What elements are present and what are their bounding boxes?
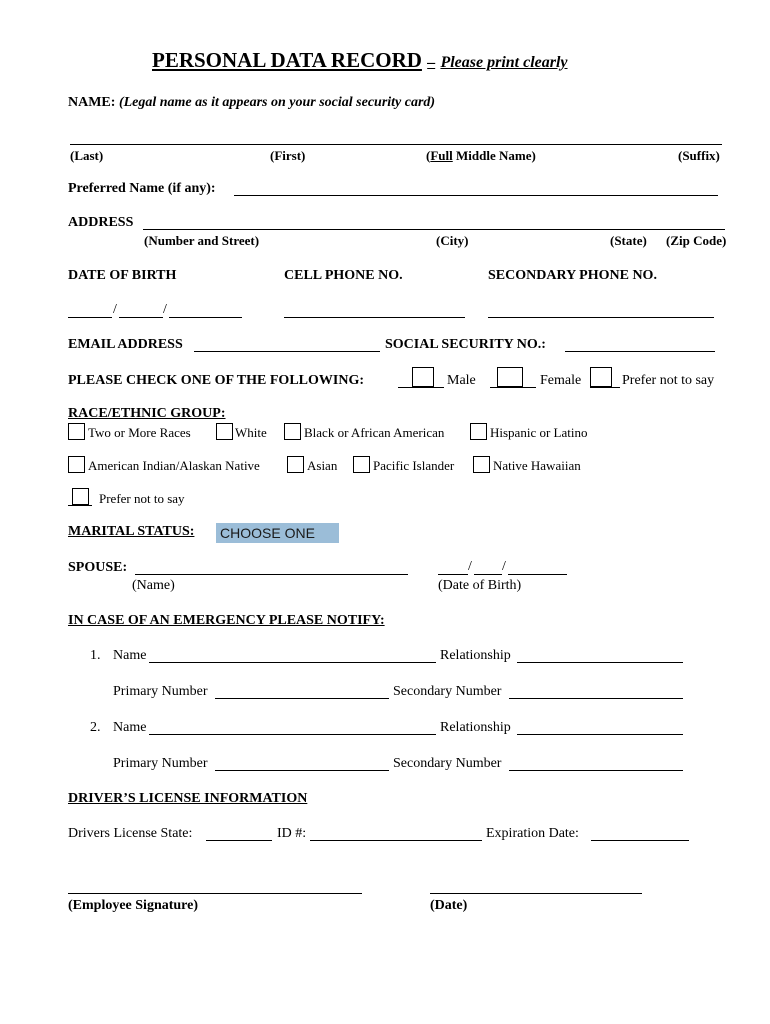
two-or-more-label: Two or More Races	[88, 425, 191, 440]
name-input-line[interactable]	[70, 144, 722, 145]
american-indian-checkbox[interactable]	[68, 456, 85, 473]
contact-2-name-label: Name	[113, 720, 147, 735]
title-dash: –	[427, 54, 436, 71]
secondary-phone-label: SECONDARY PHONE NO.	[488, 268, 657, 283]
male-option-label: Male	[447, 373, 476, 388]
contact-1-name-label: Name	[113, 648, 147, 663]
race-prefer-label: Prefer not to say	[99, 491, 185, 506]
preferred-name-input-line[interactable]	[234, 195, 718, 196]
suffix-caption: (Suffix)	[678, 148, 720, 163]
contact-1-secondary-line[interactable]	[509, 698, 683, 699]
asian-checkbox[interactable]	[287, 456, 304, 473]
license-expiration-line[interactable]	[591, 840, 689, 841]
contact-1-secondary-label: Secondary Number	[393, 684, 502, 699]
preferred-name-label: Preferred Name (if any):	[68, 181, 216, 196]
middle-rest: Middle Name)	[452, 148, 536, 163]
pacific-checkbox[interactable]	[353, 456, 370, 473]
name-heading	[68, 95, 435, 111]
email-input-line[interactable]	[194, 351, 380, 352]
dob-year-line[interactable]	[169, 317, 242, 318]
title-subtitle: Please print clearly	[440, 54, 568, 71]
cell-phone-input-line[interactable]	[284, 317, 465, 318]
title-main: PERSONAL DATA RECORD	[152, 48, 422, 72]
contact-1-number: 1.	[90, 648, 101, 663]
american-indian-label: American Indian/Alaskan Native	[88, 458, 260, 473]
dob-slash-1: /	[113, 302, 117, 317]
white-checkbox[interactable]	[216, 423, 233, 440]
last-name-caption: (Last)	[70, 148, 104, 163]
female-checkbox[interactable]	[497, 367, 523, 387]
spouse-name-line[interactable]	[135, 574, 408, 575]
hawaiian-label: Native Hawaiian	[493, 458, 581, 473]
hispanic-checkbox[interactable]	[470, 423, 487, 440]
contact-2-relationship-line[interactable]	[517, 734, 683, 735]
race-prefer-underline	[68, 505, 92, 506]
middle-full-word: Full	[430, 148, 453, 163]
contact-1-name-line[interactable]	[149, 662, 436, 663]
asian-label: Asian	[307, 458, 338, 473]
black-label: Black or African American	[304, 425, 445, 440]
signature-line[interactable]	[68, 893, 362, 894]
license-state-label: Drivers License State:	[68, 826, 193, 841]
contact-2-relationship-label: Relationship	[440, 720, 511, 735]
hawaiian-checkbox[interactable]	[473, 456, 490, 473]
license-id-label: ID #:	[277, 826, 307, 841]
dob-label: DATE OF BIRTH	[68, 268, 177, 283]
first-name-caption: (First)	[270, 148, 306, 163]
spouse-dob-day-line[interactable]	[474, 574, 502, 575]
spouse-dob-caption: (Date of Birth)	[438, 578, 522, 593]
gender-prefer-label: Prefer not to say	[622, 373, 715, 388]
name-label: NAME:	[68, 95, 116, 110]
contact-1-relationship-label: Relationship	[440, 648, 511, 663]
name-note: (Legal name as it appears on your social security card)	[118, 95, 436, 110]
city-caption: (City)	[436, 233, 469, 248]
contact-1-relationship-line[interactable]	[517, 662, 683, 663]
white-label: White	[235, 425, 267, 440]
contact-2-name-line[interactable]	[149, 734, 436, 735]
street-caption: (Number and Street)	[144, 233, 260, 248]
dob-slash-2: /	[163, 302, 167, 317]
license-heading: DRIVER’S LICENSE INFORMATION	[68, 791, 308, 806]
contact-2-secondary-label: Secondary Number	[393, 756, 502, 771]
black-checkbox[interactable]	[284, 423, 301, 440]
date-caption: (Date)	[430, 898, 468, 913]
male-underline	[398, 387, 444, 388]
gender-prefer-underline	[590, 387, 620, 388]
license-id-line[interactable]	[310, 840, 482, 841]
spouse-dob-slash-2: /	[502, 559, 506, 574]
spouse-label: SPOUSE:	[68, 560, 128, 575]
dob-month-line[interactable]	[68, 317, 112, 318]
two-or-more-checkbox[interactable]	[68, 423, 85, 440]
male-checkbox[interactable]	[412, 367, 434, 387]
page-title	[152, 48, 568, 73]
gender-label: PLEASE CHECK ONE OF THE FOLLOWING:	[68, 373, 364, 388]
spouse-dob-month-line[interactable]	[438, 574, 468, 575]
zip-caption: (Zip Code)	[666, 233, 727, 248]
state-caption: (State)	[610, 233, 647, 248]
contact-1-primary-label: Primary Number	[113, 684, 208, 699]
race-label: RACE/ETHNIC GROUP:	[68, 406, 226, 421]
spouse-name-caption: (Name)	[132, 578, 175, 593]
date-line[interactable]	[430, 893, 642, 894]
marital-label: MARITAL STATUS:	[68, 524, 195, 539]
dob-day-line[interactable]	[119, 317, 163, 318]
emergency-heading: IN CASE OF AN EMERGENCY PLEASE NOTIFY:	[68, 613, 385, 628]
contact-2-primary-label: Primary Number	[113, 756, 208, 771]
contact-1-primary-line[interactable]	[215, 698, 389, 699]
marital-status-select[interactable]: CHOOSE ONE	[216, 523, 339, 543]
address-input-line[interactable]	[143, 229, 725, 230]
ssn-label: SOCIAL SECURITY NO.:	[385, 337, 546, 352]
spouse-dob-year-line[interactable]	[508, 574, 567, 575]
contact-2-primary-line[interactable]	[215, 770, 389, 771]
license-expiration-label: Expiration Date:	[486, 826, 579, 841]
middle-name-caption	[426, 148, 536, 164]
contact-2-number: 2.	[90, 720, 101, 735]
email-label: EMAIL ADDRESS	[68, 337, 183, 352]
cell-phone-label: CELL PHONE NO.	[284, 268, 403, 283]
secondary-phone-input-line[interactable]	[488, 317, 714, 318]
ssn-input-line[interactable]	[565, 351, 715, 352]
spouse-dob-slash-1: /	[468, 559, 472, 574]
middle-open-paren: (	[426, 148, 431, 163]
hispanic-label: Hispanic or Latino	[490, 425, 588, 440]
gender-prefer-checkbox[interactable]	[590, 367, 612, 387]
address-label: ADDRESS	[68, 215, 134, 230]
signature-caption: (Employee Signature)	[68, 898, 199, 913]
contact-2-secondary-line[interactable]	[509, 770, 683, 771]
female-option-label: Female	[540, 373, 582, 388]
race-prefer-checkbox[interactable]	[72, 488, 89, 505]
pacific-label: Pacific Islander	[373, 458, 455, 473]
license-state-line[interactable]	[206, 840, 272, 841]
female-underline	[490, 387, 536, 388]
